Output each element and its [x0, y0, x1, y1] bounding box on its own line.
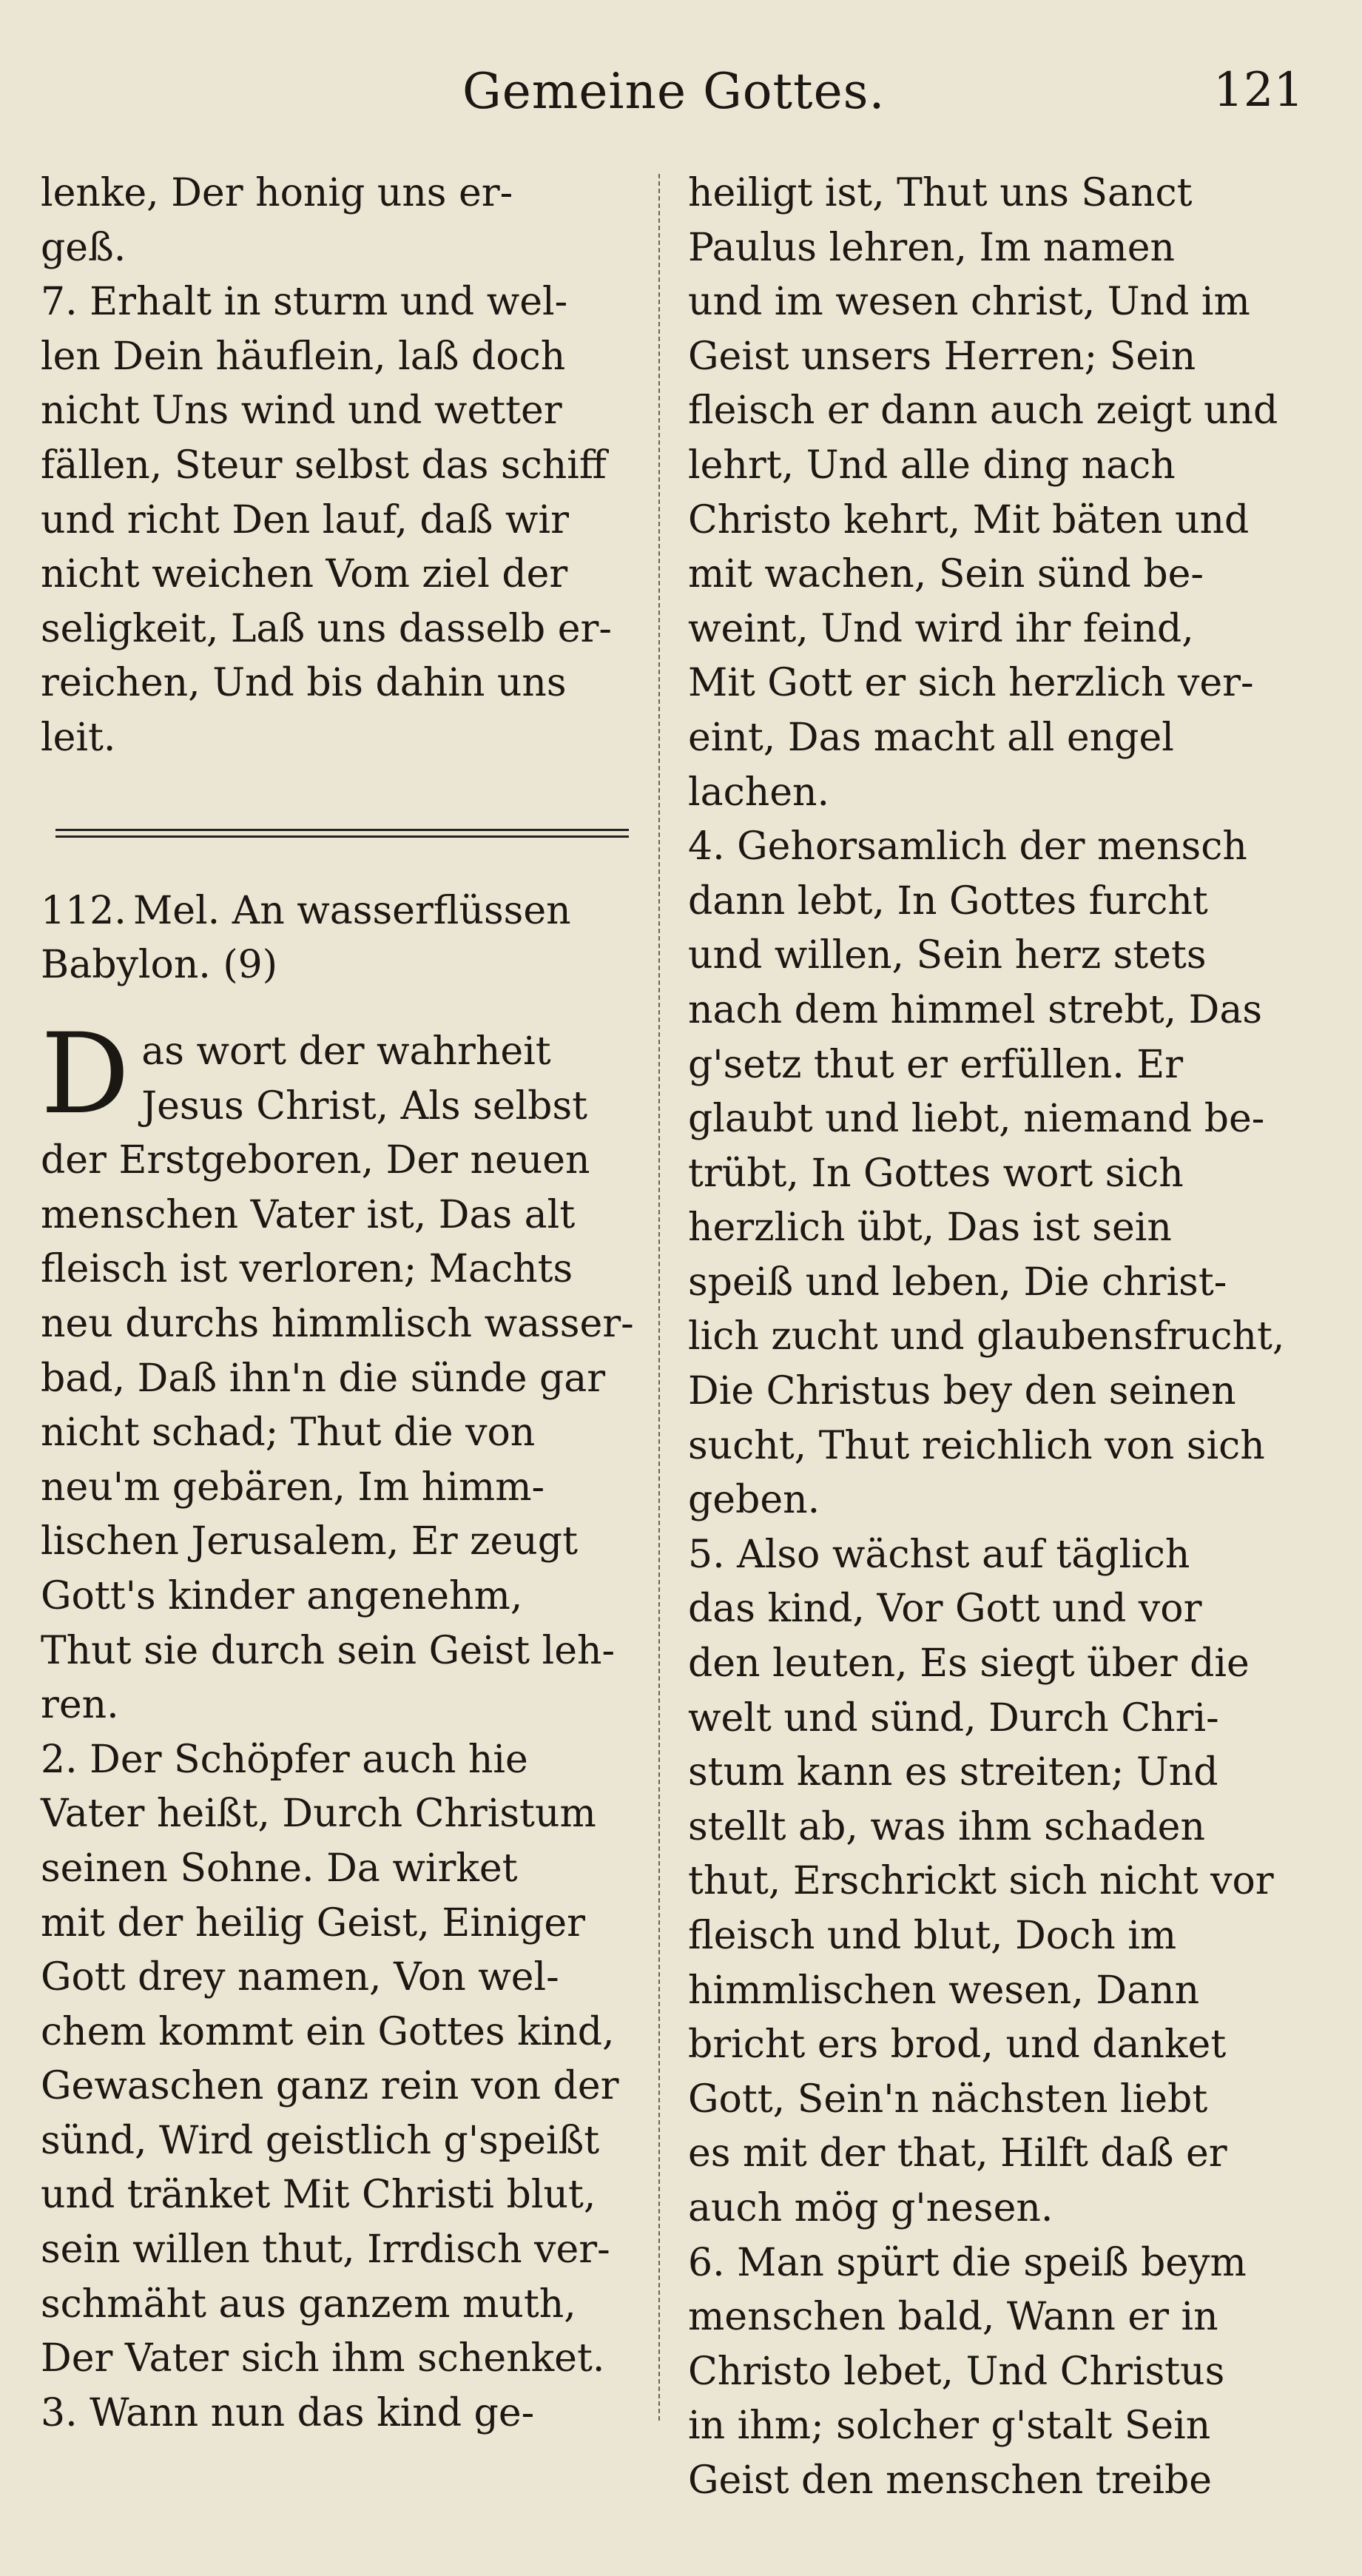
right-column	[688, 167, 1317, 2509]
text-line: len Dein häuflein, laß doch	[41, 334, 566, 379]
text-line: 7. Erhalt in sturm und wel-	[41, 280, 568, 325]
text-line: in ihm; solcher g'stalt Sein	[688, 2404, 1211, 2449]
text-line: seinen Sohne. Da wirket	[41, 1846, 518, 1891]
hymn-melody: Mel. An wasserflüssen Babylon. (9)	[41, 889, 571, 987]
text-line: und tränket Mit Christi blut,	[41, 2173, 596, 2218]
text-line: leit.	[41, 715, 116, 760]
text-line: nach dem himmel strebt, Das	[688, 987, 1263, 1032]
text-line: Die Christus bey den seinen	[688, 1369, 1236, 1414]
text-line: Geist den menschen treibe	[688, 2458, 1213, 2503]
text-line: 5. Also wächst auf täglich	[688, 1532, 1190, 1577]
text-line: lenke, Der honig uns er-	[41, 171, 513, 215]
text-line: heiligt ist, Thut uns Sanct	[688, 171, 1193, 215]
text-line: sünd, Wird geistlich g'speißt	[41, 2118, 600, 2163]
text-line: stellt ab, was ihm schaden	[688, 1804, 1205, 1849]
text-line: Christo lebet, Und Christus	[688, 2349, 1225, 2394]
text-line: Thut sie durch sein Geist leh-	[41, 1628, 616, 1673]
text-line: eint, Das macht all engel	[688, 715, 1174, 760]
text-line: mit wachen, Sein sünd be-	[688, 552, 1204, 597]
text-line: 6. Man spürt die speiß beym	[688, 2240, 1247, 2285]
text-line: auch mög g'nesen.	[688, 2185, 1053, 2230]
text-line: seligkeit, Laß uns dasselb er-	[41, 606, 612, 651]
hymn-heading	[41, 884, 647, 992]
text-line: fleisch er dann auch zeigt und	[688, 389, 1278, 434]
text-line: thut, Erschrickt sich nicht vor	[688, 1859, 1274, 1904]
text-line: fleisch und blut, Doch im	[688, 1914, 1177, 1958]
text-line: reichen, Und bis dahin uns	[41, 661, 567, 706]
text-line: der Erstgeboren, Der neuen	[41, 1138, 590, 1183]
text-line: trübt, In Gottes wort sich	[688, 1151, 1184, 1196]
text-line: Geist unsers Herren; Sein	[688, 334, 1196, 379]
text-line: bad, Daß ihn'n die sünde gar	[41, 1356, 606, 1401]
text-line: Jesus Christ, Als selbst	[141, 1083, 588, 1129]
text-line: geß.	[41, 225, 127, 270]
left-column-continuation	[41, 167, 662, 766]
text-line: und im wesen christ, Und im	[688, 280, 1250, 325]
text-line: und richt Den lauf, daß wir	[41, 497, 569, 542]
running-title: Gemeine Gottes.	[462, 63, 886, 120]
text-line: glaubt und liebt, niemand be-	[688, 1097, 1265, 1142]
text-line: sucht, Thut reichlich von sich	[688, 1423, 1265, 1468]
text-line: mit der heilig Geist, Einiger	[41, 1900, 585, 1946]
text-line: bricht ers brod, und danket	[688, 2022, 1227, 2068]
section-divider	[55, 829, 629, 838]
text-line: geben.	[688, 1478, 820, 1523]
text-line: himmlischen wesen, Dann	[688, 1968, 1200, 2013]
text-line: nicht weichen Vom ziel der	[41, 552, 568, 597]
text-line: lehrt, Und alle ding nach	[688, 443, 1176, 488]
text-line: Christo kehrt, Mit bäten und	[688, 497, 1250, 542]
text-line: chem kommt ein Gottes kind,	[41, 2009, 615, 2054]
text-line: weint, Und wird ihr feind,	[688, 606, 1194, 651]
text-line: speiß und leben, Die christ-	[688, 1260, 1227, 1305]
text-line: und willen, Sein herz stets	[688, 933, 1207, 978]
text-line: schmäht aus ganzem muth,	[41, 2281, 576, 2327]
text-line: as wort der wahrheit	[141, 1029, 551, 1074]
hymn-text	[41, 1010, 662, 2441]
text-line: menschen Vater ist, Das alt	[41, 1192, 576, 1237]
text-line: fleisch ist verloren; Machts	[41, 1247, 573, 1292]
text-line: Gewaschen ganz rein von der	[41, 2064, 619, 2109]
text-line: ren.	[41, 1683, 119, 1728]
text-line: Vater heißt, Durch Christum	[41, 1792, 596, 1837]
text-line: Gott drey namen, Von wel-	[41, 1955, 559, 2000]
page-number: 121	[1213, 63, 1304, 118]
text-line: neu durchs himmlisch wasser-	[41, 1301, 634, 1346]
text-line: das kind, Vor Gott und vor	[688, 1587, 1202, 1632]
text-line: neu'm gebären, Im himm-	[41, 1464, 545, 1510]
column-divider	[658, 174, 660, 2424]
text-line: welt und sünd, Durch Chri-	[688, 1695, 1219, 1741]
text-line: 2. Der Schöpfer auch hie	[41, 1737, 528, 1782]
text-line: dann lebt, In Gottes furcht	[688, 878, 1208, 924]
text-line: 4. Gehorsamlich der mensch	[688, 824, 1247, 870]
text-line: herzlich übt, Das ist sein	[688, 1205, 1172, 1251]
text-line: lachen.	[688, 770, 830, 815]
text-line: lischen Jerusalem, Er zeugt	[41, 1519, 578, 1564]
hymn-number: 112.	[41, 889, 127, 933]
text-line: Mit Gott er sich herzlich ver-	[688, 661, 1254, 706]
text-line: es mit der that, Hilft daß er	[688, 2131, 1227, 2176]
text-line: Paulus lehren, Im namen	[688, 225, 1175, 270]
text-line: Der Vater sich ihm schenket.	[41, 2336, 605, 2381]
text-line: g'setz thut er erfüllen. Er	[688, 1042, 1184, 1087]
text-line: 3. Wann nun das kind ge-	[41, 2390, 535, 2435]
text-line: lich zucht und glaubensfrucht,	[688, 1314, 1285, 1359]
text-line: Gott's kinder angenehm,	[41, 1573, 523, 1618]
text-line: nicht schad; Thut die von	[41, 1410, 536, 1456]
drop-cap-initial: D	[41, 1010, 130, 1139]
text-line: Gott, Sein'n nächsten liebt	[688, 2076, 1208, 2122]
text-line: den leuten, Es siegt über die	[688, 1641, 1250, 1686]
text-line: stum kann es streiten; Und	[688, 1750, 1218, 1795]
text-line: sein willen thut, Irrdisch ver-	[41, 2227, 610, 2273]
page-header	[0, 63, 1362, 152]
text-line: fällen, Steur selbst das schiff	[41, 443, 607, 488]
text-line: menschen bald, Wann er in	[688, 2295, 1218, 2340]
text-line: nicht Uns wind und wetter	[41, 389, 562, 434]
